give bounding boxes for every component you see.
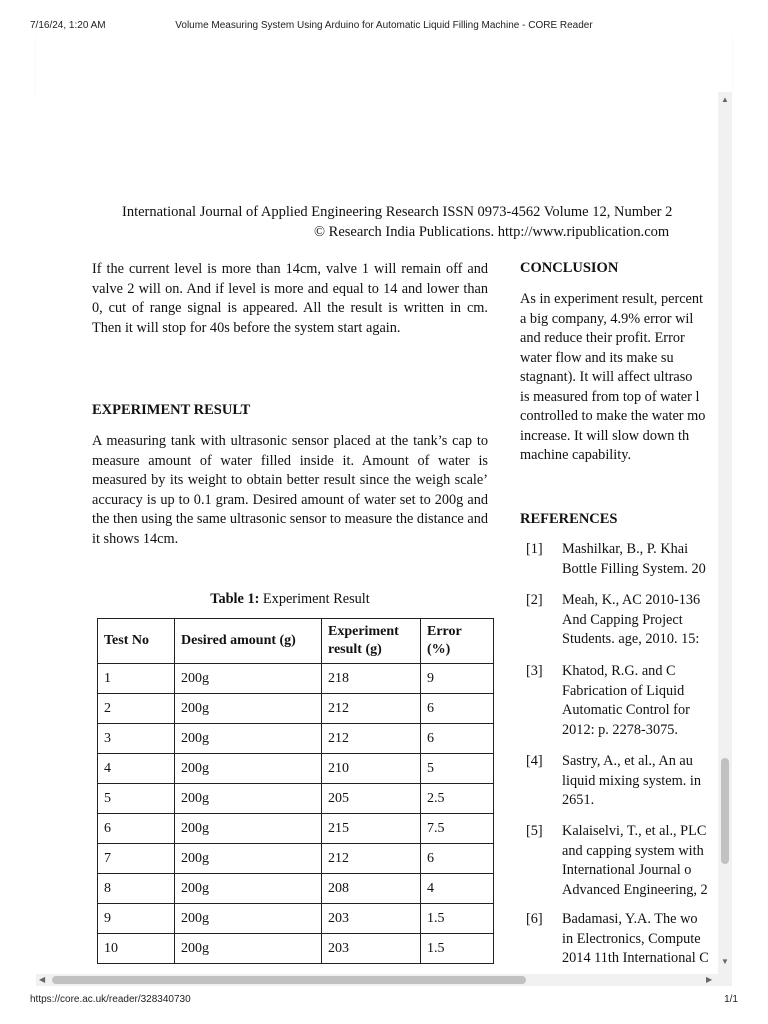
cell-desired: 200g <box>175 694 322 724</box>
reference-line: 2651. <box>562 792 595 808</box>
document-viewer[interactable] <box>36 92 732 974</box>
reference-line: Advanced Engineering, 2 <box>562 881 708 898</box>
cell-test-no: 5 <box>98 784 175 814</box>
reference-item <box>526 662 732 742</box>
conclusion-line: stagnant). It will affect ultraso <box>520 369 693 385</box>
reference-number: [1] <box>526 541 543 557</box>
reference-text <box>562 662 690 740</box>
reference-line: liquid mixing system. in <box>562 772 702 789</box>
horizontal-scrollbar[interactable] <box>36 974 732 986</box>
print-header <box>0 0 768 36</box>
experiment-table <box>97 618 494 964</box>
cell-desired: 200g <box>175 844 322 874</box>
cell-error: 4 <box>421 874 494 904</box>
table-row <box>98 814 494 844</box>
cell-test-no: 4 <box>98 754 175 784</box>
cell-desired: 200g <box>175 874 322 904</box>
table-row <box>98 904 494 934</box>
reference-line: Kalaiselvi, T., et al., PLC <box>562 823 707 839</box>
scroll-up-icon[interactable]: ▲ <box>721 95 729 104</box>
cell-desired: 200g <box>175 904 322 934</box>
reference-line: in Electronics, Compute <box>562 930 701 947</box>
reference-line: Mashilkar, B., P. Khai <box>562 541 689 557</box>
conclusion-heading: CONCLUSION <box>520 260 619 276</box>
horizontal-scroll-thumb[interactable] <box>52 976 526 984</box>
publisher-line: © Research India Publications. http://www.ripublication.com <box>314 224 670 240</box>
reference-line: International Journal o <box>562 862 692 878</box>
vertical-scroll-thumb[interactable] <box>721 758 729 864</box>
cell-error: 7.5 <box>421 814 494 844</box>
conclusion-text <box>520 290 732 466</box>
header-desired-amount: Desired amount (g) <box>175 619 322 664</box>
cell-result: 212 <box>322 694 421 724</box>
cell-desired: 200g <box>175 814 322 844</box>
table-header-row <box>98 619 494 664</box>
reference-line: Students. age, 2010. 15: <box>562 631 700 647</box>
cell-result: 210 <box>322 754 421 784</box>
cell-desired: 200g <box>175 664 322 694</box>
scroll-right-icon[interactable]: ▶ <box>706 975 713 984</box>
cell-test-no: 9 <box>98 904 175 934</box>
cell-result: 218 <box>322 664 421 694</box>
cell-test-no: 6 <box>98 814 175 844</box>
document-page <box>36 92 732 974</box>
cell-error: 6 <box>421 724 494 754</box>
header-experiment-result: Experiment result (g) <box>322 619 421 664</box>
reference-line: 2012: p. 2278-3075. <box>562 721 678 738</box>
cell-result: 203 <box>322 934 421 964</box>
reference-number: [5] <box>526 823 543 839</box>
print-url: https://core.ac.uk/reader/328340730 <box>30 994 191 1005</box>
reference-line: 2014 11th International C <box>562 950 709 966</box>
print-datetime: 7/16/24, 1:20 AM <box>30 20 106 31</box>
cell-test-no: 7 <box>98 844 175 874</box>
table-caption <box>92 591 488 608</box>
cell-error: 1.5 <box>421 904 494 934</box>
cell-result: 205 <box>322 784 421 814</box>
cell-test-no: 10 <box>98 934 175 964</box>
header-error: Error (%) <box>421 619 494 664</box>
experiment-heading: EXPERIMENT RESULT <box>92 402 251 418</box>
cell-test-no: 2 <box>98 694 175 724</box>
reference-item <box>526 752 732 812</box>
reference-line: Meah, K., AC 2010-136 <box>562 592 701 608</box>
conclusion-line: a big company, 4.9% error wil <box>520 310 694 327</box>
reference-number: [2] <box>526 592 543 608</box>
table-row <box>98 844 494 874</box>
cell-desired: 200g <box>175 754 322 784</box>
table-row <box>98 664 494 694</box>
reference-line: Bottle Filling System. 20 <box>562 560 706 577</box>
table-row <box>98 934 494 964</box>
left-column <box>92 260 488 338</box>
cell-result: 208 <box>322 874 421 904</box>
vertical-scrollbar[interactable] <box>718 92 732 974</box>
cell-error: 6 <box>421 694 494 724</box>
conclusion-line: and reduce their profit. Error <box>520 330 685 346</box>
table-row <box>98 724 494 754</box>
journal-line: International Journal of Applied Engineering Research ISSN 0973-4562 Volume 12, Number 2 <box>122 204 673 220</box>
reference-item <box>526 591 732 651</box>
reference-line: Sastry, A., et al., An au <box>562 753 693 769</box>
table-row <box>98 694 494 724</box>
reference-line: Automatic Control for <box>562 702 690 718</box>
reference-number: [4] <box>526 753 543 769</box>
reference-line: and capping system with <box>562 842 704 859</box>
table-row <box>98 784 494 814</box>
reference-line: Badamasi, Y.A. The wo <box>562 911 698 927</box>
table-row <box>98 754 494 784</box>
cell-result: 212 <box>322 724 421 754</box>
reference-item <box>526 910 732 972</box>
reader-toolbar <box>36 36 732 93</box>
cell-desired: 200g <box>175 784 322 814</box>
header-test-no: Test No <box>98 619 175 664</box>
table-caption-label: Table 1: <box>210 591 260 607</box>
cell-error: 6 <box>421 844 494 874</box>
reference-item <box>526 822 732 902</box>
reference-line: And Capping Project <box>562 611 683 628</box>
cell-error: 2.5 <box>421 784 494 814</box>
cell-result: 212 <box>322 844 421 874</box>
reference-number: [6] <box>526 911 543 927</box>
intro-paragraph: If the current level is more than 14cm, valve 1 will remain off and valve 2 will on. And if level is more and equal to 14 and lower than 0, cut of range signal is appeared. All the result is written in cm. Then it will stop for 40s before the system start again. <box>92 261 488 336</box>
table-caption-text: Experiment Result <box>259 591 370 607</box>
reference-text <box>562 752 701 811</box>
reference-item <box>526 540 732 580</box>
conclusion-line: increase. It will slow down th <box>520 427 690 444</box>
scroll-left-icon[interactable]: ◀ <box>39 975 46 984</box>
conclusion-line: water flow and its make su <box>520 349 674 366</box>
conclusion-line: is measured from top of water l <box>520 388 700 405</box>
cell-error: 5 <box>421 754 494 784</box>
cell-result: 215 <box>322 814 421 844</box>
cell-test-no: 8 <box>98 874 175 904</box>
experiment-paragraph: A measuring tank with ultrasonic sensor placed at the tank’s cap to measure amount of water filled inside it. Amount of water is measured by its weight to obtain better result since the weigh scale’ accuracy is up to 0.1 gram. Desired amount of water set to 200g and the then using the same ultrasonic sensor to measure the distance and it shows 14cm. <box>92 433 488 547</box>
scroll-down-icon[interactable]: ▼ <box>721 957 729 966</box>
print-page-number: 1/1 <box>724 994 738 1005</box>
reference-number: [3] <box>526 663 543 679</box>
conclusion-line: controlled to make the water mo <box>520 408 706 424</box>
cell-desired: 200g <box>175 934 322 964</box>
cell-test-no: 1 <box>98 664 175 694</box>
reference-text <box>562 910 709 969</box>
table-row <box>98 874 494 904</box>
reference-text <box>562 822 708 900</box>
conclusion-line: machine capability. <box>520 447 632 463</box>
reference-text <box>562 591 700 650</box>
conclusion-line: As in experiment result, percent <box>520 291 704 307</box>
cell-result: 203 <box>322 904 421 934</box>
print-title: Volume Measuring System Using Arduino for Automatic Liquid Filling Machine - CORE Reader <box>175 20 593 31</box>
reference-line: Khatod, R.G. and C <box>562 663 676 679</box>
cell-desired: 200g <box>175 724 322 754</box>
cell-error: 1.5 <box>421 934 494 964</box>
cell-test-no: 3 <box>98 724 175 754</box>
cell-error: 9 <box>421 664 494 694</box>
reference-line: Fabrication of Liquid <box>562 682 685 699</box>
reference-text <box>562 540 706 579</box>
references-heading: REFERENCES <box>520 511 618 527</box>
